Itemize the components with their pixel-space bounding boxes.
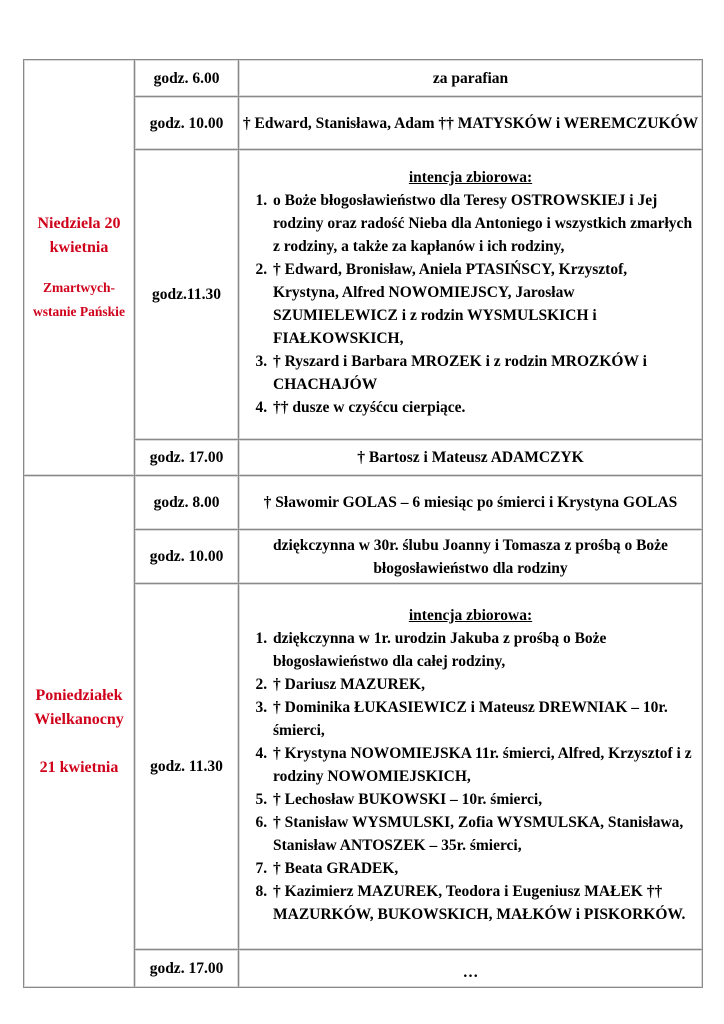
day-cell bbox=[24, 476, 135, 988]
mass-intention: † Sławomir GOLAS – 6 miesiąc po śmierci i Krystyna GOLAS bbox=[239, 476, 703, 530]
day-title: Poniedziałek Wielkanocny bbox=[34, 686, 124, 728]
list-item: 4. †† dusze w czyśćcu cierpiące. bbox=[271, 396, 696, 419]
collective-intention-heading: intencja zbiorowa: bbox=[408, 169, 533, 186]
table-row bbox=[24, 60, 703, 97]
list-item: 2. † Dariusz MAZUREK, bbox=[271, 673, 696, 696]
day-subtitle: Zmartwych-wstanie Pańskie bbox=[33, 279, 125, 319]
mass-intention: † Edward, Stanisława, Adam †† MATYSKÓW i WEREMCZUKÓW bbox=[239, 97, 703, 150]
mass-time: godz. 11.30 bbox=[135, 584, 239, 950]
day-title: Niedziela 20 kwietnia bbox=[37, 214, 121, 256]
mass-time: godz. 10.00 bbox=[135, 530, 239, 584]
mass-intention bbox=[239, 950, 703, 988]
collective-intention-heading: intencja zbiorowa: bbox=[408, 606, 533, 624]
mass-intention: za parafian bbox=[239, 60, 703, 97]
table-row bbox=[24, 476, 703, 530]
mass-time: godz. 8.00 bbox=[135, 476, 239, 530]
list-item: 4. † Krystyna NOWOMIEJSKA 11r. śmierci, Alfred, Krzysztof i z rodziny NOWOMIEJSKICH, bbox=[271, 742, 696, 788]
list-item: 3. † Ryszard i Barbara MROZEK i z rodzin MROZKÓW i CHACHAJÓW bbox=[271, 350, 696, 396]
intention-list bbox=[245, 189, 696, 419]
list-item: 1. dziękczynna w 1r. urodzin Jakuba z prośbą o Boże błogosławieństwo dla całej rodziny, bbox=[271, 627, 696, 673]
list-item: 3. † Dominika ŁUKASIEWICZ i Mateusz DREWNIAK – 10r. śmierci, bbox=[271, 696, 696, 742]
list-item: 2. † Edward, Bronisław, Aniela PTASIŃSCY, Krzysztof, Krystyna, Alfred NOWOMIEJSCY, Jarosław SZUMIELEWICZ i z rodzin WYSMULSKICH i FIAŁKOWSKICH, bbox=[271, 258, 696, 350]
mass-time: godz. 6.00 bbox=[135, 60, 239, 97]
list-item: 6. † Stanisław WYSMULSKI, Zofia WYSMULSKA, Stanisława, Stanisław ANTOSZEK – 35r. śmierci, bbox=[271, 811, 696, 857]
mass-intention: † Bartosz i Mateusz ADAMCZYK bbox=[239, 440, 703, 476]
mass-intention-list bbox=[239, 150, 703, 440]
list-item: 5. † Lechosław BUKOWSKI – 10r. śmierci, bbox=[271, 788, 696, 811]
mass-intention-placeholder: … bbox=[462, 964, 479, 981]
mass-intention-list bbox=[239, 584, 703, 950]
mass-time: godz. 10.00 bbox=[135, 97, 239, 150]
intention-list bbox=[245, 627, 696, 926]
list-item: 7. † Beata GRADEK, bbox=[271, 857, 696, 880]
mass-time: godz.11.30 bbox=[135, 150, 239, 440]
mass-intention: dziękczynna w 30r. ślubu Joanny i Tomasza z prośbą o Boże błogosławieństwo dla rodziny bbox=[239, 530, 703, 584]
mass-time: godz. 17.00 bbox=[135, 440, 239, 476]
day-date: 21 kwietnia bbox=[39, 758, 119, 776]
day-cell bbox=[24, 60, 135, 476]
mass-intentions-table bbox=[23, 59, 703, 988]
mass-time: godz. 17.00 bbox=[135, 950, 239, 988]
list-item: 8. † Kazimierz MAZUREK, Teodora i Eugeniusz MAŁEK †† MAZURKÓW, BUKOWSKICH, MAŁKÓW i PISKORKÓW. bbox=[271, 880, 696, 926]
list-item: 1. o Boże błogosławieństwo dla Teresy OSTROWSKIEJ i Jej rodziny oraz radość Nieba dla Antoniego i wszystkich zmarłych z rodziny, a także za kapłanów i ich rodziny, bbox=[271, 189, 696, 258]
